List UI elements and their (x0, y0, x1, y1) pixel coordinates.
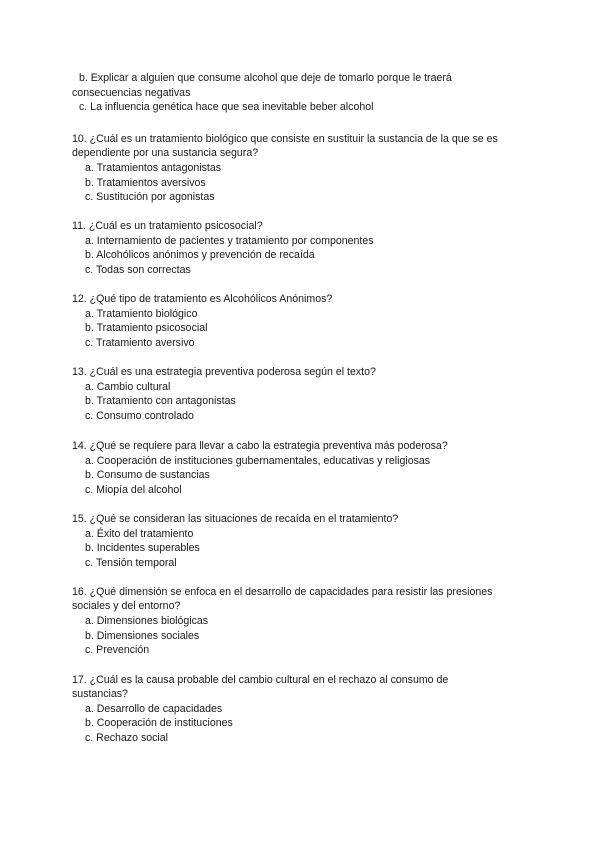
question-13-option-a: a. Cambio cultural (85, 381, 171, 393)
question-13-option-c: c. Consumo controlado (85, 410, 194, 422)
question-17-option-c: c. Rechazo social (85, 732, 169, 744)
question-11-option-c: c. Todas son correctas (85, 264, 191, 276)
intro-option-b-line2: consecuencias negativas (72, 87, 191, 99)
question-16-option-b: b. Dimensiones sociales (85, 630, 200, 642)
question-15-option-b: b. Incidentes superables (85, 542, 200, 554)
question-16-text-line1: 16. ¿Qué dimensión se enfoca en el desarrollo de capacidades para resistir las presiones (72, 586, 493, 598)
question-15-option-c: c. Tensión temporal (85, 557, 177, 569)
question-13-text: 13. ¿Cuál es una estrategia preventiva poderosa según el texto? (72, 366, 376, 378)
question-14-option-c: c. Miopía del alcohol (85, 484, 182, 496)
question-12-option-c: c. Tratamiento aversivo (85, 337, 195, 349)
question-14-option-a: a. Cooperación de instituciones gubernamentales, educativas y religiosas (85, 455, 431, 467)
question-17-text-line1: 17. ¿Cuál es la causa probable del cambio cultural en el rechazo al consumo de (72, 674, 449, 686)
question-13-option-b: b. Tratamiento con antagonistas (85, 395, 236, 407)
question-16-option-c: c. Prevención (85, 644, 150, 656)
question-11-text: 11. ¿Cuál es un tratamiento psicosocial? (72, 220, 263, 232)
question-14-option-b: b. Consumo de sustancias (85, 469, 210, 481)
question-14-text: 14. ¿Qué se requiere para llevar a cabo la estrategia preventiva más poderosa? (72, 440, 448, 452)
question-15-text: 15. ¿Qué se consideran las situaciones de recaída en el tratamiento? (72, 513, 399, 525)
question-10-option-c: c. Sustitución por agonistas (85, 191, 215, 203)
intro-option-b-line1: b. Explicar a alguien que consume alcohol que deje de tomarlo porque le traerá (79, 72, 452, 84)
question-12-option-a: a. Tratamiento biológico (85, 308, 198, 320)
question-17-option-a: a. Desarrollo de capacidades (85, 703, 223, 715)
question-17-text-line2: sustancias? (72, 688, 128, 700)
question-16-text-line2: sociales y del entorno? (72, 600, 181, 612)
intro-option-c: c. La influencia genética hace que sea inevitable beber alcohol (79, 101, 374, 113)
question-10-option-b: b. Tratamientos aversivos (85, 177, 206, 189)
question-17-option-b: b. Cooperación de instituciones (85, 717, 233, 729)
question-10-text-line1: 10. ¿Cuál es un tratamiento biológico que consiste en sustituir la sustancia de la que se es (72, 133, 498, 145)
question-10-text-line2: dependiente por una sustancia segura? (72, 147, 259, 159)
question-11-option-a: a. Internamiento de pacientes y tratamiento por componentes (85, 235, 374, 247)
question-12-option-b: b. Tratamiento psicosocial (85, 322, 208, 334)
question-12-text: 12. ¿Qué tipo de tratamiento es Alcohólicos Anónimos? (72, 293, 333, 305)
question-11-option-b: b. Alcohólicos anónimos y prevención de recaída (85, 249, 315, 261)
question-16-option-a: a. Dimensiones biológicas (85, 615, 209, 627)
question-10-option-a: a. Tratamientos antagonistas (85, 162, 222, 174)
question-15-option-a: a. Éxito del tratamiento (85, 528, 194, 540)
